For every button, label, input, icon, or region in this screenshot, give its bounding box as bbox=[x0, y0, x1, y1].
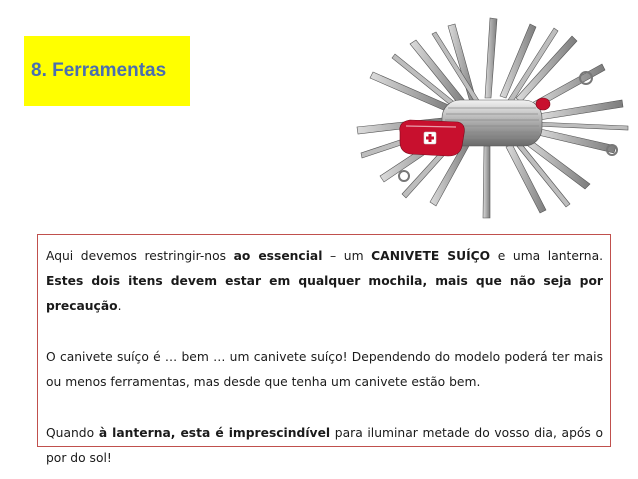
swiss-army-knife-image bbox=[340, 14, 636, 222]
paragraph bbox=[46, 421, 603, 471]
paragraph-text: e uma lanterna. bbox=[490, 249, 604, 263]
paragraph-text: – um bbox=[322, 249, 372, 263]
bold-text: Estes dois itens devem estar em qualquer mochila, mais que não seja por precaução bbox=[46, 274, 603, 313]
paragraph-text: . bbox=[117, 299, 122, 313]
slide-title: 8. Ferramentas bbox=[31, 60, 167, 81]
bold-text: à lanterna, esta é imprescindível bbox=[98, 426, 331, 440]
bold-text: CANIVETE SUÍÇO bbox=[371, 249, 491, 263]
paragraph-text: Aqui devemos restringir-nos bbox=[46, 249, 234, 263]
swiss-army-knife-icon bbox=[340, 14, 636, 222]
slide-title-box bbox=[24, 36, 190, 106]
paragraph bbox=[46, 244, 603, 319]
content-box bbox=[37, 234, 611, 465]
bold-text: ao essencial bbox=[233, 249, 323, 263]
paragraph-text: O canivete suíço é … bem … um canivete suíço! Dependendo do modelo poderá ter mais ou menos ferramentas, mas desde que tenha um canivete estão bem. bbox=[46, 350, 603, 389]
paragraph-text: Quando bbox=[46, 426, 99, 440]
paragraph bbox=[46, 345, 603, 395]
paragraph-text: para iluminar metade do vosso dia, após o por do sol! bbox=[46, 426, 604, 465]
